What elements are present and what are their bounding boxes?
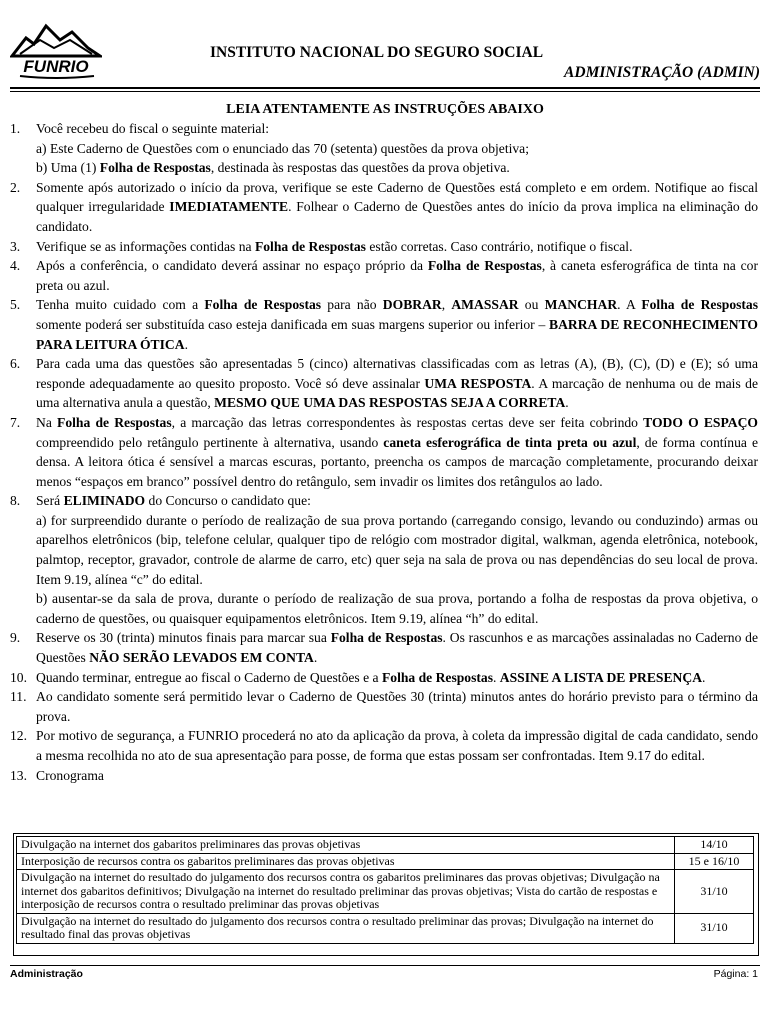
schedule-date: 31/10 [675,913,754,943]
bold-text: ASSINE A LISTA DE PRESENÇA [499,669,703,685]
item-number: 11. [10,689,27,705]
item-text [36,237,758,257]
header-rule-thin [10,91,760,92]
item-text [36,726,758,765]
text: , à caneta esferográfica de tinta na cor preta ou azul. [36,258,758,293]
bold-text: Folha de Respostas [204,297,322,313]
item-text [36,295,758,354]
item-text [36,491,758,511]
institution-title: INSTITUTO NACIONAL DO SEGURO SOCIAL [210,44,544,61]
instruction-item [10,256,758,295]
bold-text: Folha de Respostas [427,258,542,274]
item-number: 10. [10,669,27,685]
text: Quando terminar, entregue ao fiscal o Caderno de Questões e a [36,669,382,685]
instructions-list [10,119,758,785]
text: do Concurso o candidato que: [145,493,311,509]
text: b) ausentar-se da sala de prova, durante o período de realização de sua prova, portando a folha de respostas da prova objetiva, o caderno de questões, ou quaisquer equipamentos eletrônicos. Item 9.19, alínea “h” do edital. [36,591,758,626]
item-number: 2. [10,179,21,195]
instruction-item [10,491,758,628]
bold-text: Folha de Respostas [99,160,211,176]
sub-item [36,139,758,159]
item-text [36,628,758,667]
text: Ao candidato somente será permitido levar o Caderno de Questões 30 (trinta) minutos antes do horário previsto para o término da prova. [36,689,758,724]
item-number: 4. [10,258,21,274]
instruction-item [10,295,758,354]
instruction-item [10,668,758,688]
bold-text: DOBRAR [382,297,442,313]
schedule-row [17,870,754,914]
instruction-item [10,119,758,178]
bold-text: Folha de Respostas [254,238,366,254]
schedule-row [17,837,754,854]
item-text [36,413,758,491]
schedule-date: 15 e 16/10 [675,853,754,870]
bold-text: UMA RESPOSTA [424,375,532,391]
schedule-row [17,913,754,943]
bold-text: AMASSAR [451,297,519,313]
text: Tenha muito cuidado com a [36,297,205,313]
text: b) Uma (1) [36,160,100,176]
item-number: 7. [10,414,21,430]
item-number: 3. [10,238,21,254]
instruction-item [10,687,758,726]
funrio-logo [10,18,102,80]
schedule-event: Interposição de recursos contra os gabaritos preliminares das provas objetivas [17,853,675,870]
schedule-event: Divulgação na internet do resultado do julgamento dos recursos contra o resultado preliminar das provas; Divulgação na internet do resultado final das provas objetivas [17,913,675,943]
schedule-table [16,836,754,944]
item-number: 6. [10,356,21,372]
instruction-item [10,413,758,491]
text: ou [518,297,545,313]
bold-text: Folha de Respostas [57,414,172,430]
text: a) Este Caderno de Questões com o enunciado das 70 (setenta) questões da prova objetiva; [36,140,529,156]
schedule-event: Divulgação na internet dos gabaritos preliminares das provas objetivas [17,837,675,854]
instructions-heading: LEIA ATENTAMENTE AS INSTRUÇÕES ABAIXO [226,102,544,117]
item-number: 9. [10,630,21,646]
text: Verifique se as informações contidas na [36,238,255,254]
bold-text: ELIMINADO [63,493,146,509]
schedule-row [17,853,754,870]
text: . [184,336,188,352]
text: para não [321,297,383,313]
text: Reserve os 30 (trinta) minutos finais para marcar sua [36,630,331,646]
text: Por motivo de segurança, a FUNRIO procederá no ato da aplicação da prova, à coleta da impressão digital de cada candidato, sendo a mesma recolhida no ato de sua apresentação para posse, de forma que estas possam ser confrontadas. Item 9.17 do edital. [36,728,758,763]
text: . [313,650,318,666]
text: , destinada às respostas das questões da prova objetiva. [210,160,510,176]
bold-text: TODO O ESPAÇO [643,414,758,430]
item-number: 13. [10,767,27,783]
item-text [36,178,758,237]
item-number: 8. [10,493,21,509]
sub-item [36,158,758,178]
text: . Os rascunhos e as marcações assinaladas no Caderno de Questões [36,630,758,666]
item-number: 5. [10,297,21,313]
text: , a marcação das letras correspondentes às respostas certas deve ser feita cobrindo [171,414,644,430]
text: somente poderá ser substituída caso esteja danificada em suas margens superior ou inferior – [36,316,550,332]
exam-subtitle: ADMINISTRAÇÃO (ADMIN) [564,64,760,81]
footer-rule [10,965,760,966]
bold-text: Folha de Respostas [641,297,759,313]
text: Será [36,493,64,509]
item-text [36,119,758,139]
instruction-item [10,766,758,786]
text: a) for surpreendido durante o período de realização de sua prova portando (carregando consigo, levando ou conduzindo) armas ou aparelhos eletrônicos (bip, telefone celular, qualquer tipo de relógio com mostrador digital, walkman, agenda eletrônica, notebook, palmtop, receptor, gravador, controle de alarme de carro, etc) quer seja na sala de prova ou nas dependências do seu local de prova. Item 9.19, alínea “c” do edital. [36,512,758,587]
bold-text: BARRA DE RECONHECIMENTO PARA LEITURA ÓTICA [36,316,758,352]
footer-page-number: Página: 1 [713,968,758,980]
instruction-item [10,354,758,413]
text: compreendido pelo retângulo pertinente à alternativa, usando [36,434,384,450]
text: , [441,297,452,313]
header-rule [10,87,760,89]
instruction-item [10,628,758,667]
instruction-item [10,237,758,257]
text: estão corretas. Caso contrário, notifique o fiscal. [365,238,633,254]
text: Você recebeu do fiscal o seguinte material: [36,121,270,136]
text: . [565,395,569,411]
sub-item [36,511,758,589]
bold-text: MANCHAR [544,297,618,313]
bold-text: IMEDIATAMENTE [169,199,289,215]
bold-text: MESMO QUE UMA DAS RESPOSTAS SEJA A CORRETA [214,395,566,411]
text: . A marcação de nenhuma ou de mais de uma alternativa anula a questão, [36,375,758,411]
item-text [36,668,758,688]
text: Somente após autorizado o início da prova, verifique se este Caderno de Questões está completo e em ordem. Notifique ao fiscal qualquer irregularidade [36,179,758,215]
text: , de forma contínua e densa. A leitora ótica é sensível a marcas escuras, portanto, preencha os campos de marcação completamente, procurando deixar menos “espaços em branco” possível dentro do retângulo, sem invadir os limites dos retângulos ao lado. [36,434,758,489]
item-text [36,354,758,413]
instruction-item [10,178,758,237]
item-text [36,766,758,786]
bold-text: Folha de Respostas [330,630,443,646]
text: Na [36,414,58,430]
text: . [493,669,500,685]
text: . [702,669,706,685]
schedule-date: 14/10 [675,837,754,854]
item-number: 1. [10,121,21,136]
text: . Folhear o Caderno de Questões antes do início da prova implica na eliminação do candidato. [36,199,758,234]
text: Após a conferência, o candidato deverá assinar no espaço próprio da [36,258,428,274]
schedule-event: Divulgação na internet do resultado do julgamento dos recursos contra os gabaritos preliminares das provas objetivas; Divulgação na internet dos gabaritos definitivos; Divulgação na internet do resultado preliminar das provas objetivas; Vista do cartão de respostas e interposição de recursos contra o resultado preliminar das provas objetivas [17,870,675,914]
sub-item [36,589,758,628]
text: Cronograma [36,767,104,783]
text: . A [617,297,642,313]
footer-section: Administração [10,968,83,980]
bold-text: NÃO SERÃO LEVADOS EM CONTA [89,650,314,666]
bold-text: Folha de Respostas [381,669,493,685]
text: Para cada uma das questões são apresentadas 5 (cinco) alternativas classificadas com as letras (A), (B), (C), (D) e (E); só uma responde adequadamente ao quesito proposto. Você só deve assinalar [36,356,758,391]
item-text [36,256,758,295]
schedule-date: 31/10 [675,870,754,914]
item-number: 12. [10,728,27,744]
logo-text: FUNRIO [23,57,89,76]
bold-text: caneta esferográfica de tinta preta ou azul [383,434,637,450]
instruction-item [10,726,758,765]
item-text [36,687,758,726]
